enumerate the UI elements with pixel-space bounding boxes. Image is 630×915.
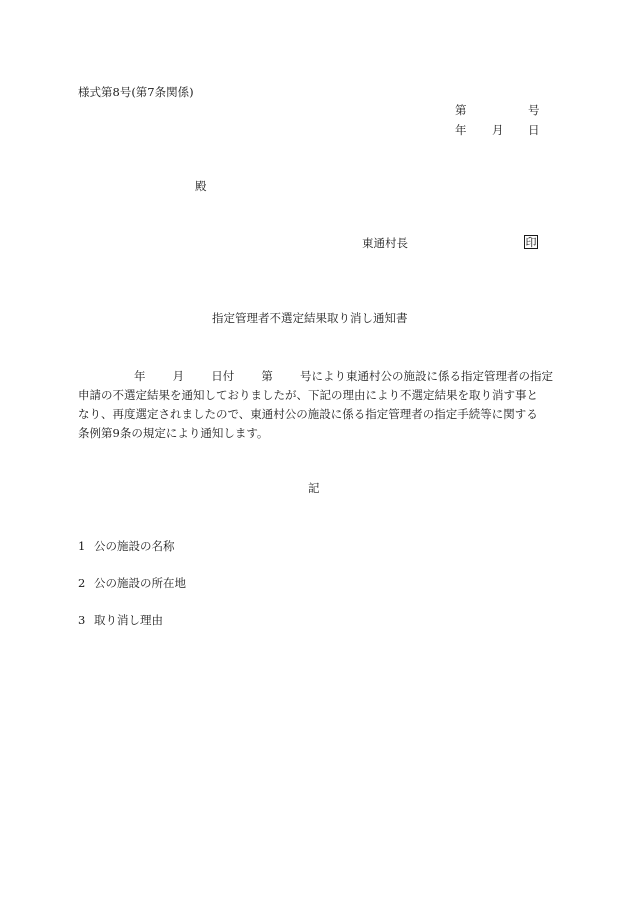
document-title: 指定管理者不選定結果取り消し通知書 — [212, 311, 408, 325]
item-label: 公の施設の所在地 — [94, 576, 186, 590]
body-line-4: 条例第9条の規定により通知します。 — [78, 426, 269, 440]
item-number: 1 — [78, 539, 86, 553]
date-month-label: 月 — [492, 123, 504, 137]
body-line-2: 申請の不選定結果を通知しておりましたが、下記の理由により不選定結果を取り消す事と — [78, 388, 538, 402]
date-day-label: 日 — [528, 123, 540, 137]
body-number-prefix: 第 — [261, 369, 273, 383]
list-item — [78, 578, 186, 590]
body-year-label: 年 — [134, 369, 146, 383]
addressee-honorific: 殿 — [195, 179, 207, 193]
body-month-label: 月 — [172, 369, 185, 383]
ki-heading: 記 — [308, 481, 320, 495]
form-number: 様式第8号(第7条関係) — [78, 85, 194, 99]
date-year-label: 年 — [455, 123, 467, 137]
list-item — [78, 615, 163, 627]
body-line-1 — [78, 367, 553, 386]
item-number: 3 — [78, 613, 86, 627]
list-item — [78, 541, 175, 553]
item-label: 公の施設の名称 — [94, 539, 175, 553]
item-label: 取り消し理由 — [94, 613, 163, 627]
notice-body — [78, 367, 553, 443]
body-line-1-text: 号により東通村公の施設に係る指定管理者の指定 — [300, 369, 553, 383]
item-number: 2 — [78, 576, 86, 590]
document-number-label: 第 — [455, 103, 467, 117]
body-line-3: なり、再度選定されましたので、東通村公の施設に係る指定管理者の指定手続等に関する — [78, 407, 538, 421]
seal-mark: 印 — [525, 235, 537, 249]
document-number-suffix: 号 — [528, 103, 540, 117]
sender-name: 東通村長 — [362, 236, 408, 250]
body-day-label: 日付 — [211, 369, 235, 383]
